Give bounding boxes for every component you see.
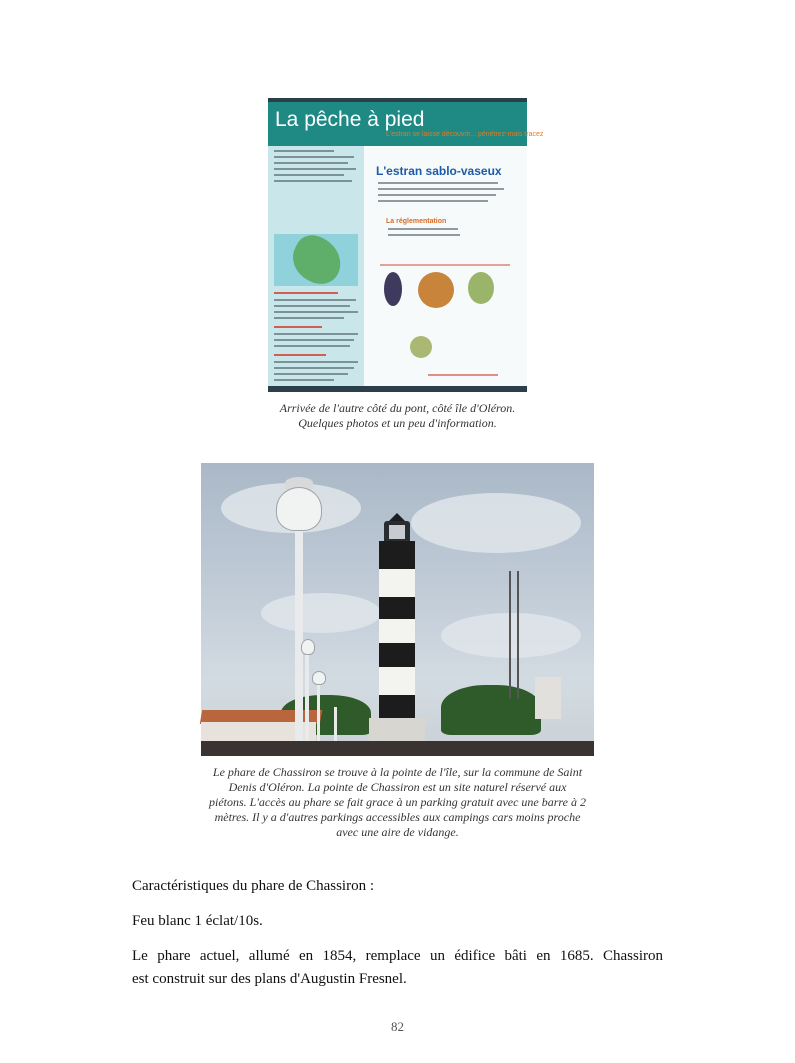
caption-line: Le phare de Chassiron se trouve à la pointe de l'île, sur la commune de Saint xyxy=(212,765,583,779)
caption-line: Arrivée de l'autre côté du pont, côté île d'Oléron. xyxy=(279,401,516,415)
crowd xyxy=(201,741,594,756)
photo2-caption xyxy=(196,765,599,840)
caption-line: piétons. L'accès au phare se fait grace à un parking gratuit avec une barre à 2 xyxy=(209,795,586,809)
board-text-line xyxy=(274,354,326,356)
clam-illustration xyxy=(468,272,494,304)
board-text-line xyxy=(388,234,460,236)
mast-leg xyxy=(509,571,511,699)
info-board-photo xyxy=(268,98,544,392)
measure-line xyxy=(380,264,510,266)
board-text-line xyxy=(274,379,334,381)
tower-band xyxy=(379,597,415,619)
cockle-illustration xyxy=(410,336,432,358)
mast-leg xyxy=(517,571,519,699)
board-text-line xyxy=(274,180,352,182)
board-text-line xyxy=(274,333,358,335)
board-text-line xyxy=(274,156,354,158)
caption-line: mètres. Il y a d'autres parkings accessibles aux campings cars moins proche xyxy=(214,810,581,824)
board-text-line xyxy=(378,188,504,190)
lighthouse-lens xyxy=(389,525,405,539)
board-section-title: La réglementation xyxy=(386,218,447,225)
board-text-line xyxy=(378,194,496,196)
building xyxy=(535,677,561,719)
board-bottom-strip xyxy=(268,386,527,392)
tower-band xyxy=(379,541,415,569)
board-text-line xyxy=(428,374,498,376)
caption-line: Denis d'Oléron. La pointe de Chassiron est un site naturel réservé aux xyxy=(228,780,567,794)
island-shape xyxy=(285,229,350,291)
antenna-mast xyxy=(506,571,522,699)
board-text-line xyxy=(274,168,356,170)
trees xyxy=(441,685,541,735)
board-text-line xyxy=(274,299,356,301)
street-lamp xyxy=(301,639,315,655)
board-text-line xyxy=(274,345,350,347)
board-text-line xyxy=(274,174,344,176)
board-text-line xyxy=(378,200,488,202)
board-left-panel xyxy=(268,146,364,392)
island-map xyxy=(274,234,358,286)
street-lamp xyxy=(312,671,326,685)
paragraph-line: est construit sur des plans d'Augustin Fresnel. xyxy=(132,971,407,987)
tower-band xyxy=(379,619,415,643)
board-top-strip xyxy=(268,98,527,102)
cloud xyxy=(411,493,581,553)
board-heading: L'estran sablo-vaseux xyxy=(376,164,502,178)
tower-band xyxy=(379,667,415,695)
board-text-line xyxy=(274,367,354,369)
board-text-line xyxy=(274,326,322,328)
section-heading: Caractéristiques du phare de Chassiron : xyxy=(132,878,375,894)
board-text-line xyxy=(274,339,354,341)
photo1-caption xyxy=(230,401,565,431)
tower-band xyxy=(379,643,415,667)
lighthouse-photo xyxy=(201,463,594,756)
scallop-illustration xyxy=(418,272,454,308)
cloud xyxy=(261,593,381,633)
board-header xyxy=(268,98,527,146)
lighthouse-tower xyxy=(379,541,415,721)
street-lamp-pole xyxy=(295,523,303,756)
board-text-line xyxy=(274,292,338,294)
board-subtitle: L'estran se laisse découvrir... pénétrez-mais tracez xyxy=(386,131,544,138)
board-text-line xyxy=(274,361,358,363)
light-characteristic: Feu blanc 1 éclat/10s. xyxy=(132,913,263,929)
board-text-line xyxy=(274,373,348,375)
tower-band xyxy=(379,569,415,597)
board-title: La pêche à pied xyxy=(275,108,425,131)
mussel-illustration xyxy=(384,272,402,306)
board-text-line xyxy=(274,162,348,164)
board-text-line xyxy=(274,305,350,307)
board-text-line xyxy=(274,317,344,319)
street-lamp xyxy=(276,487,322,531)
caption-line: avec une aire de vidange. xyxy=(336,825,459,839)
paragraph-line: Le phare actuel, allumé en 1854, remplace un édifice bâti en 1685. Chassiron xyxy=(132,948,663,964)
board-text-line xyxy=(274,150,334,152)
board-text-line xyxy=(378,182,498,184)
caption-line: Quelques photos et un peu d'information. xyxy=(298,416,497,430)
page-number: 82 xyxy=(391,1019,404,1034)
history-paragraph xyxy=(132,945,663,991)
board-text-line xyxy=(388,228,458,230)
board-text-line xyxy=(274,311,358,313)
